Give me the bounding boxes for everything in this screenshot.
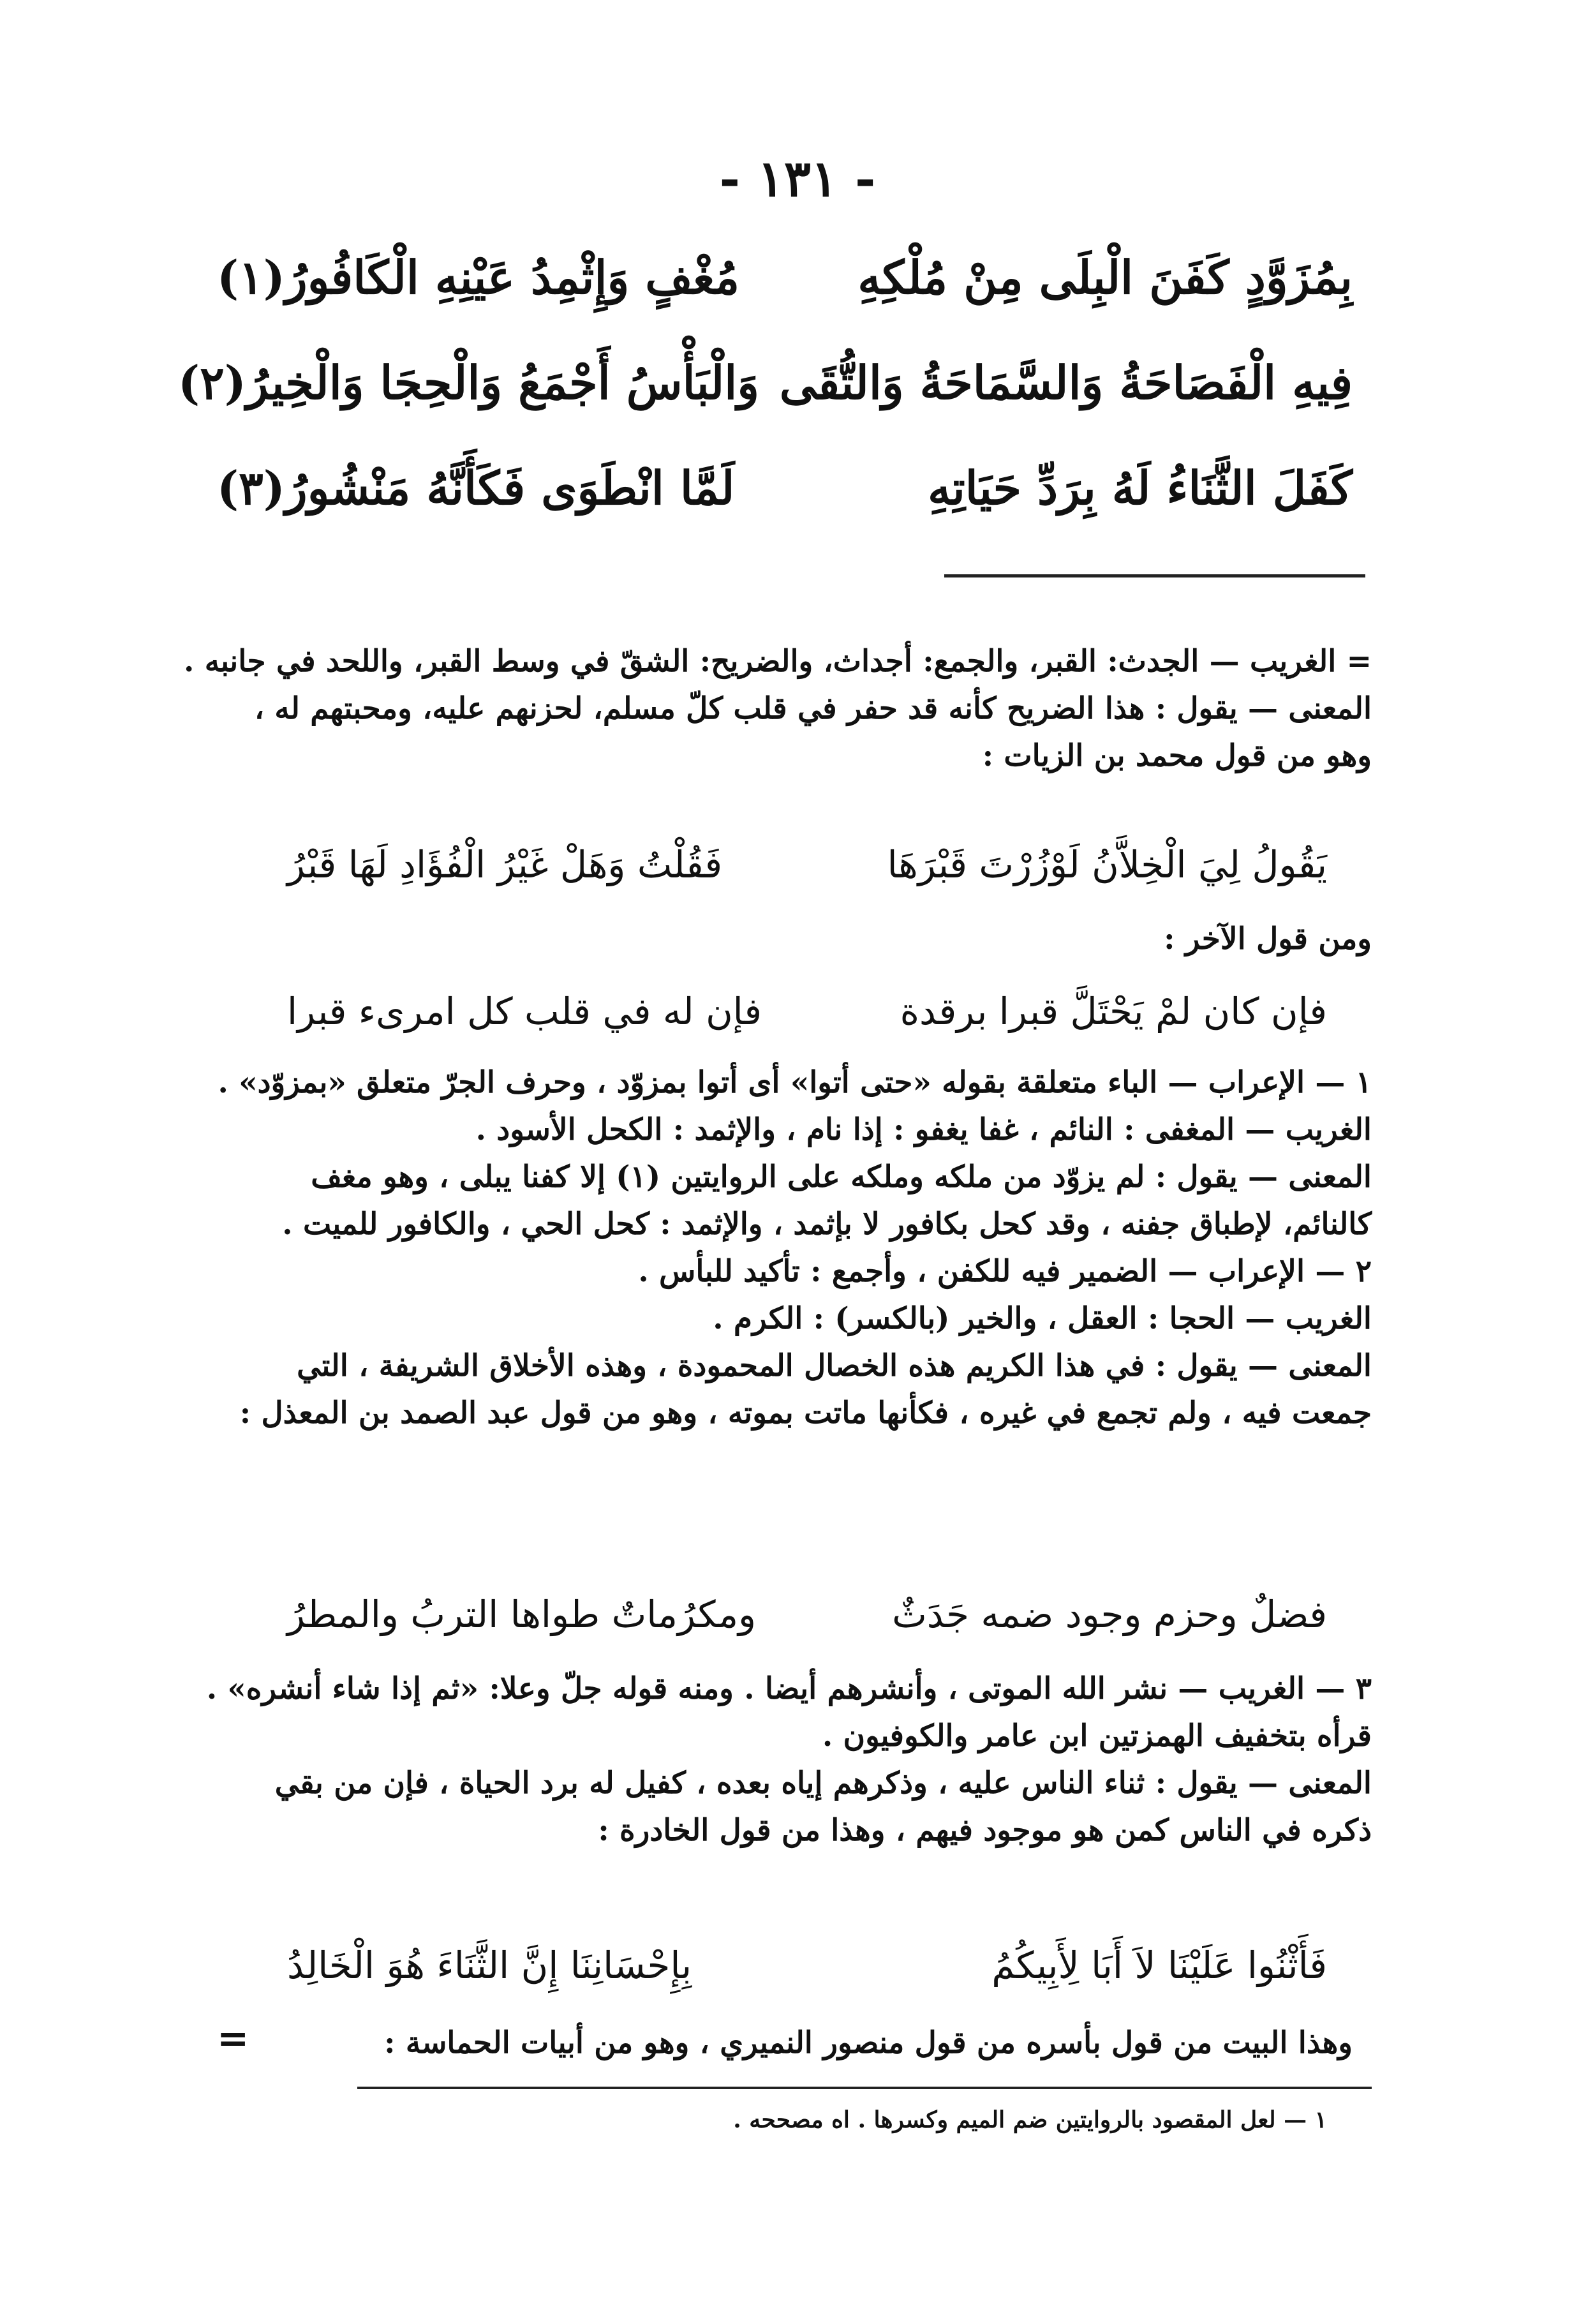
- note-line: ٢ — الإعراب — الضمير فيه للكفن ، وأجمع : تأكيد للبأس .: [638, 1254, 1372, 1289]
- quoted-verse-2: [287, 976, 1327, 1047]
- notes-block-4: [204, 1665, 1372, 1854]
- footnote: ١ — لعل المقصود بالروايتين ضم الميم وكسرها . اه مصححه .: [733, 2106, 1327, 2133]
- quoted-verse-1: [287, 830, 1327, 900]
- page-number: - ١٣١ -: [719, 150, 876, 208]
- footnote-rule: [357, 2087, 1372, 2089]
- verse-hemistich-left: وَالْبَأْسُ أَجْمَعُ وَالْحِجَا وَالْخِيرُ(٢): [178, 355, 759, 410]
- notes-block-3: [204, 1059, 1372, 1437]
- note-line: كالنائم، لإطباق جفنه ، وقد كحل بكافور لا بإثمد ، والإثمد : كحل الحي ، والكافور للميت .: [282, 1207, 1372, 1242]
- note-line: ٣ — الغريب — نشر الله الموتى ، وأنشرهم أيضا . ومنه قوله جلّ وعلا: «ثم إذا شاء أنشره» .: [206, 1671, 1372, 1706]
- notes-block-2: [204, 916, 1372, 963]
- note-line: المعنى — يقول : لم يزوّد من ملكه وملكه على الروايتين (١) إلا كفنا يبلى ، وهو مغف: [311, 1159, 1372, 1195]
- verse-line-1: [217, 230, 1353, 325]
- quoted-hemistich-left: فَقُلْتُ وَهَلْ غَيْرُ الْفُؤَادِ لَهَا قَبْرُ: [287, 843, 723, 886]
- quoted-hemistich-right: فضلٌ وحزم وجود ضمه جَدَثٌ: [892, 1593, 1327, 1636]
- quoted-hemistich-right: فَأَثْنُوا عَلَيْنَا لاَ أَبَا لِأَبِيكُمُ: [991, 1944, 1327, 1987]
- note-line: الغريب — الحجا : العقل ، والخير (بالكسر) : الكرم .: [713, 1301, 1372, 1336]
- note-line: جمعت فيه ، ولم تجمع في غيره ، فكأنها ماتت بموته ، وهو من قول عبد الصمد بن المعذل :: [239, 1396, 1372, 1431]
- verse-hemistich-right: كَفَلَ الثَّنَاءُ لَهُ بِرَدِّ حَيَاتِهِ: [928, 461, 1353, 515]
- verse-line-2: [178, 335, 1353, 431]
- quoted-hemistich-right: فإن كان لمْ يَحْتَلَّ قبرا برقدة: [900, 990, 1327, 1033]
- continuation-mark: =: [217, 2016, 249, 2061]
- note-line: = الغريب — الجدث: القبر، والجمع: أجداث، والضريح: الشقّ في وسط القبر، واللحد في جانبه .: [184, 644, 1372, 679]
- note-line: المعنى — يقول : في هذا الكريم هذه الخصال المحمودة ، وهذه الأخلاق الشريفة ، التي: [297, 1348, 1372, 1383]
- quoted-hemistich-left: ومكرُماتٌ طواها التربُ والمطرُ: [287, 1593, 757, 1636]
- quoted-verse-3: [287, 1579, 1327, 1650]
- separator-rule: [944, 574, 1365, 577]
- quoted-verse-4: [287, 1930, 1327, 2000]
- verse-line-3: [217, 440, 1353, 536]
- note-line: وهذا البيت من قول بأسره من قول منصور النميري ، وهو من أبيات الحماسة :: [384, 2025, 1353, 2060]
- note-line: المعنى — يقول : ثناء الناس عليه ، وذكرهم إياه بعده ، كفيل له برد الحياة ، فإن من بقي: [274, 1766, 1372, 1801]
- note-line: ومن قول الآخر :: [1164, 921, 1372, 957]
- note-line: ١ — الإعراب — الباء متعلقة بقوله «حتى أتوا» أى أتوا بمزوّد ، وحرف الجرّ متعلق «بمزوّد» .: [218, 1065, 1372, 1100]
- verse-hemistich-right: بِمُزَوَّدٍ كَفَنَ الْبِلَى مِنْ مُلْكِهِ: [857, 250, 1353, 304]
- note-line: الغريب — المغفى : النائم ، غفا يغفو : إذا نام ، والإثمد : الكحل الأسود .: [475, 1112, 1372, 1147]
- notes-block-1: [184, 638, 1372, 780]
- quoted-hemistich-right: يَقُولُ لِيَ الْخِلاَّنُ لَوْزُرْتَ قَبْرَهَا: [887, 843, 1327, 886]
- quoted-hemistich-left: فإن له في قلب كل امرىء قبرا: [287, 990, 762, 1033]
- note-line: المعنى — يقول : هذا الضريح كأنه قد حفر في قلب كلّ مسلم، لحزنهم عليه، ومحبتهم له ،: [254, 691, 1372, 726]
- note-line: قرأه بتخفيف الهمزتين ابن عامر والكوفيون .: [822, 1718, 1372, 1754]
- note-line: وهو من قول محمد بن الزيات :: [982, 738, 1372, 773]
- quoted-hemistich-left: بِإِحْسَانِنَا إِنَّ الثَّنَاءَ هُوَ الْخَالِدُ: [287, 1944, 692, 1987]
- notes-block-5: [230, 2020, 1353, 2067]
- verse-hemistich-left: مُغْفٍ وَإِثْمِدُ عَيْنِهِ الْكَافُورُ(١): [217, 250, 740, 304]
- verse-hemistich-left: لَمَّا انْطَوَى فَكَأَنَّهُ مَنْشُورُ(٣): [217, 461, 735, 515]
- verse-hemistich-right: فِيهِ الْفَصَاحَةُ وَالسَّمَاحَةُ وَالتُّقَى: [779, 355, 1353, 410]
- note-line: ذكره في الناس كمن هو موجود فيهم ، وهذا من قول الخادرة :: [598, 1813, 1372, 1848]
